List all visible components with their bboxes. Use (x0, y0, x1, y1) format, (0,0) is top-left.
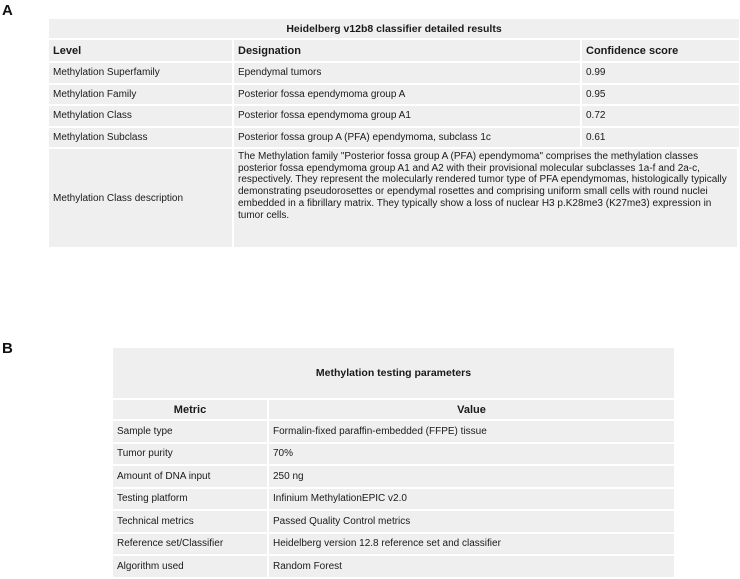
designation-cell: Posterior fossa group A (PFA) ependymoma, subclass 1c (234, 128, 582, 148)
metric-cell: Sample type (113, 421, 269, 442)
table-row (113, 511, 674, 532)
value-cell: Random Forest (269, 556, 674, 577)
confidence-score-cell: 0.72 (582, 106, 739, 126)
column-header-metric: Metric (113, 400, 269, 419)
confidence-score-cell: 0.61 (582, 128, 739, 148)
value-cell: Heidelberg version 12.8 reference set and classifier (269, 534, 674, 555)
column-header-confidence-score: Confidence score (582, 40, 739, 61)
panel-b-label: B (2, 340, 13, 357)
table-title-row (113, 348, 674, 398)
classifier-results-table (49, 17, 739, 249)
column-header-designation: Designation (234, 40, 582, 61)
description-label: Methylation Class description (49, 149, 234, 247)
level-cell: Methylation Superfamily (49, 63, 234, 83)
value-cell: 250 ng (269, 466, 674, 487)
metric-cell: Reference set/Classifier (113, 534, 269, 555)
table-header-row (113, 400, 674, 419)
column-header-level: Level (49, 40, 234, 61)
table-row (49, 106, 739, 126)
table-row (49, 128, 739, 148)
table-row (113, 466, 674, 487)
table-row (49, 63, 739, 83)
table-row (113, 421, 674, 442)
metric-cell: Algorithm used (113, 556, 269, 577)
level-cell: Methylation Family (49, 85, 234, 105)
designation-cell: Ependymal tumors (234, 63, 582, 83)
testing-parameters-table (113, 346, 674, 579)
column-header-value: Value (269, 400, 674, 419)
value-cell: Passed Quality Control metrics (269, 511, 674, 532)
description-text: The Methylation family "Posterior fossa group A (PFA) ependymoma" comprises the methylation classes posterior fossa ependymoma group A1 and A2 with their provisional molecular subclasses 1a-f and 2a-c, respectively. They represent the molecularly rendered tumor type of PFA ependymomas, histologically typically demonstrating pseudorosettes or ependymal rosettes and comprising uniform small cells with round nuclei embedded in a fibrillary matrix. They typically show a loss of nuclear H3 p.K28me3 (K27me3) expression in tumor cells. (234, 149, 739, 247)
table-header-row (49, 40, 739, 61)
level-cell: Methylation Subclass (49, 128, 234, 148)
metric-cell: Testing platform (113, 489, 269, 510)
level-cell: Methylation Class (49, 106, 234, 126)
confidence-score-cell: 0.99 (582, 63, 739, 83)
value-cell: 70% (269, 444, 674, 465)
designation-cell: Posterior fossa ependymoma group A (234, 85, 582, 105)
table-row (113, 556, 674, 577)
table-row (113, 489, 674, 510)
metric-cell: Amount of DNA input (113, 466, 269, 487)
table-title: Methylation testing parameters (113, 348, 674, 398)
value-cell: Formalin-fixed paraffin-embedded (FFPE) tissue (269, 421, 674, 442)
confidence-score-cell: 0.95 (582, 85, 739, 105)
panel-a-label: A (2, 2, 13, 19)
metric-cell: Technical metrics (113, 511, 269, 532)
table-row (49, 85, 739, 105)
value-cell: Infinium MethylationEPIC v2.0 (269, 489, 674, 510)
description-row (49, 149, 739, 247)
designation-cell: Posterior fossa ependymoma group A1 (234, 106, 582, 126)
table-row (113, 444, 674, 465)
table-row (113, 534, 674, 555)
table-title-row (49, 19, 739, 38)
metric-cell: Tumor purity (113, 444, 269, 465)
table-title: Heidelberg v12b8 classifier detailed results (49, 19, 739, 38)
